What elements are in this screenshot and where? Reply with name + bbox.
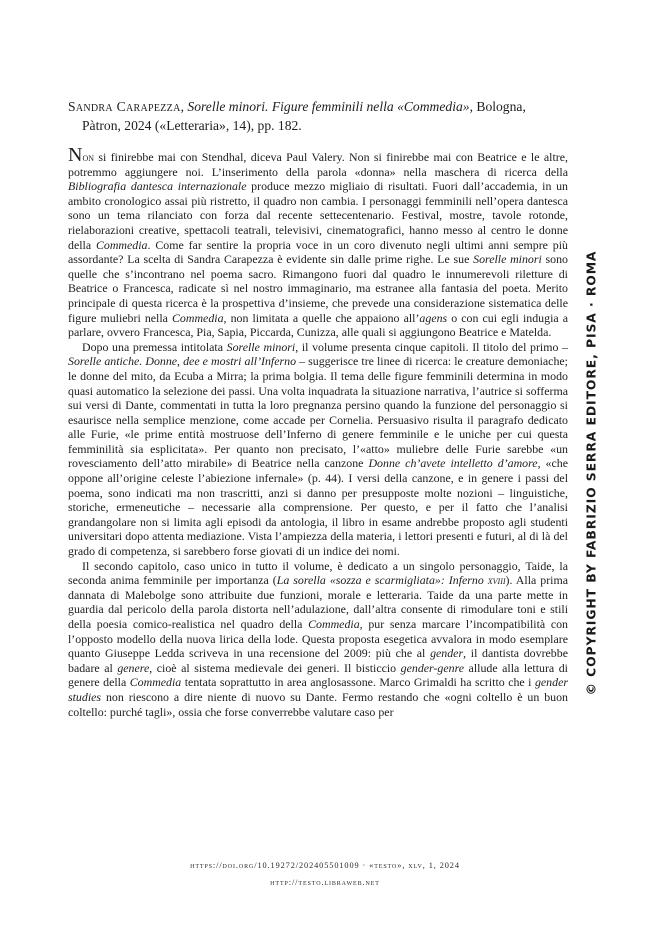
doi-footer: https://doi.org/10.19272/202405501009 · «testo», xlv, 1, 2024 (190, 861, 460, 870)
citation-details: , Bologna, Pàtron, 2024 («Letteraria», 14), pp. 182. (82, 99, 526, 133)
paragraph-2: Dopo una premessa intitolata Sorelle minori, il volume presenta cinque capitoli. Il titolo del primo – Sorelle antiche. Donne, dee e mostri all’Inferno – suggerisce tre linee di ricerca: le creature demoniache; le donne del mito, da Ecuba a Mirra; la prima bolgia. Il tema delle figure femminili determina in modo quasi automatico la selezione dei passi. Una volta inquadrata la situazione narrativa, l’autrice si sofferma sui versi di Dante, commentati in tutta la loro pregnanza persino quando la funzione del personaggio si esaurisce nella semplice menzione, come accade per Cornelia. Persuasivo risulta il paragrafo dedicato alle Furie, «le prime entità mostruose dell’Inferno di genere femminile e le uniche per cui questa femminilità sia esplicitata». Per quanto non precisato, l’«atto» muliebre delle Furie sarebbe «un rovesciamento dell’atto mirabile» di Beatrice nella canzone Donne ch’avete intelletto d’amore, «che oppone all’origine celeste l’abiezione infernale» (p. 44). I versi della canzone, e in genere i passi del poema, sono indicati ma non trascritti, anzi si danno per presupposte molte nozioni – linguistiche, storiche, ermeneutiche – necessarie alla comprensione. Per questo, e per il fatto che l’analisi grandangolare non si limita agli episodi da antologia, il libro in esame andrebbe proposto agli studenti universitari dopo attenta mediazione. Vista l’ampiezza della materia, i lettori presenti e futuri, al di là del grado di competenza, si sarebbero forse giovati di un indice dei nomi. (68, 339, 568, 559)
copyright-notice: © COPYRIGHT BY FABRIZIO SERRA EDITORE, PISA · ROMA (583, 250, 599, 696)
citation-title: Sorelle minori. Figure femminili nella «Commedia» (187, 99, 470, 114)
review-page (68, 98, 568, 719)
review-body (68, 144, 569, 719)
paragraph-3: Il secondo capitolo, caso unico in tutto il volume, è dedicato a un singolo personaggio, Taide, la seconda anima femminile per importanza (La sorella «sozza e scarmigliata»: Inferno xviii). Alla prima dannata di Malebolge sono attribuite due funzioni, morale e letteraria. Taide da una parte mette in guardia dal pericolo della parola distorta nell’adulazione, dall’altra consente di rimodulare toni e stili della poesia comico-realistica nel quadro della Commedia, pur senza marcare l’incompatibilità con l’opposto modello della nuova lirica della lode. Questa proposta esegetica avvalora in modo esemplare quanto Giuseppe Ledda scriveva in una recensione del 2009: più che al gender, il dantista dovrebbe badare al genere, cioè al sistema medievale dei generi. Il bisticcio gender-genre allude alla lettura di genere della Commedia tentata soprattutto in area anglosassone. Marco Grimaldi ha scritto che i gender studies non riescono a dire niente di nuovo su Dante. Fermo restando che «ogni coltello è un buon coltello: purché tagli», ossia che forse converrebbe valutare caso per (68, 558, 569, 719)
website-footer: http://testo.libraweb.net (270, 878, 380, 887)
citation-author: Sandra Carapezza (68, 99, 181, 114)
book-citation: Sandra Carapezza, Sorelle minori. Figure femminili nella «Commedia», Bologna, Pàtron, 2024 («Letteraria», 14), pp. 182. (68, 99, 526, 133)
paragraph-1: Non si finirebbe mai con Stendhal, diceva Paul Valery. Non si finirebbe mai con Beatrice e le altre, potremmo aggiungere noi. L’inserimento della parola «donna» nella maschera di ricerca della Bibliografia dantesca internazionale produce mezzo migliaio di risultati. Fuori dall’accademia, in un ambito cronologico assai più ristretto, il quadro non cambia. I personaggi femminili nell’opera dantesca sono un tema rilanciato con forza dal recente settecentenario. Festival, mostre, tavole rotonde, rielaborazioni creative, spettacoli teatrali, televisivi, cinematografici, hanno messo al centro le donne della Commedia. Come far sentire la propria voce in un coro divenuto negli ultimi anni sempre più assordante? La scelta di Sandra Carapezza è evidente sin dalle prime righe. Le sue Sorelle minori sono quelle che s’incontrano nel poema sacro. Rimangono fuori dal quadro le innumerevoli riletture di Beatrice o Francesca, radicate sì nel nostro immaginario, ma estranee alla fantasia del poeta. Merito principale di questa ricerca è la prospettiva d’insieme, che prevede una considerazione sistematica delle figure muliebri nella Commedia, non limitata a quelle che appaiono all’agens o con cui egli indugia a parlare, ovvero Francesca, Pia, Sapia, Piccarda, Cunizza, alle quali si aggiungono Beatrice e Matelda. (68, 144, 569, 340)
drop-cap: N (68, 144, 83, 166)
